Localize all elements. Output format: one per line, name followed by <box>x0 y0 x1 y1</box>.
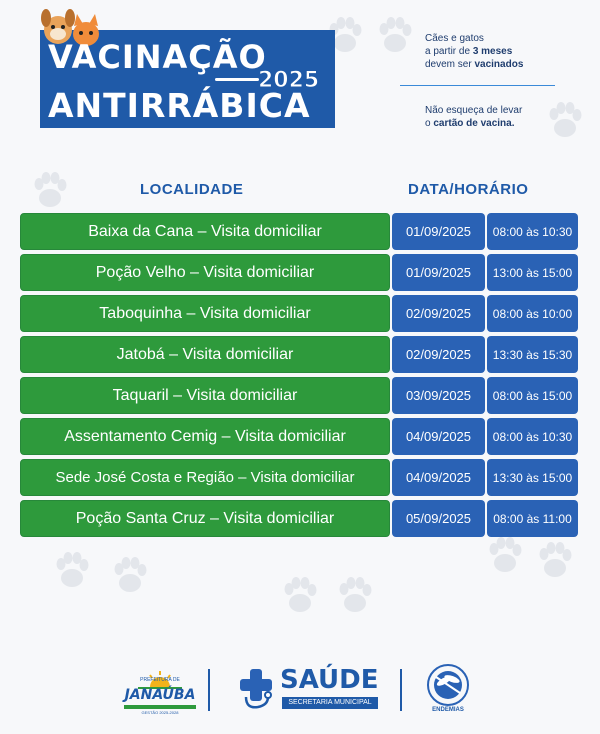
paw-icon <box>490 537 522 572</box>
column-header-location: LOCALIDADE <box>140 181 244 198</box>
title-swoosh <box>215 78 259 81</box>
schedule-row <box>20 500 580 537</box>
endemias-label: ENDEMIAS <box>432 707 464 713</box>
time-cell: 08:00 às 10:30 <box>487 418 578 455</box>
schedule-row <box>20 295 580 332</box>
janauba-logo-text: JANAÚBA <box>124 687 196 703</box>
paw-icon <box>285 577 317 612</box>
title-vacinacao: VACINAÇÃO <box>48 38 267 76</box>
date-cell: 04/09/2025 <box>392 459 485 496</box>
location-cell: Baixa da Cana – Visita domiciliar <box>20 213 390 250</box>
location-cell: Taquaril – Visita domiciliar <box>20 377 390 414</box>
paw-icon <box>57 552 89 587</box>
footer-separator <box>400 669 402 711</box>
location-cell: Jatobá – Visita domiciliar <box>20 336 390 373</box>
location-cell: Assentamento Cemig – Visita domiciliar <box>20 418 390 455</box>
eligibility-info <box>425 32 565 71</box>
paw-icon <box>115 557 147 592</box>
date-cell: 01/09/2025 <box>392 254 485 291</box>
paw-icon <box>35 172 67 207</box>
column-header-datetime: DATA/HORÁRIO <box>408 181 529 198</box>
date-cell: 01/09/2025 <box>392 213 485 250</box>
info-line2: a partir de 3 meses <box>425 46 513 57</box>
mosquito-endemias-icon <box>422 663 474 707</box>
janauba-bar <box>124 705 196 709</box>
date-cell: 05/09/2025 <box>392 500 485 537</box>
saude-logo-text: SAÚDE <box>280 665 379 695</box>
info-line1: Cães e gatos <box>425 33 484 44</box>
date-cell: 03/09/2025 <box>392 377 485 414</box>
time-cell: 13:30 às 15:00 <box>487 459 578 496</box>
schedule-row <box>20 418 580 455</box>
time-cell: 08:00 às 15:00 <box>487 377 578 414</box>
info-line3: devem ser vacinados <box>425 59 524 70</box>
janauba-prefix: PREFEITURA DE <box>140 677 180 683</box>
time-cell: 08:00 às 11:00 <box>487 500 578 537</box>
location-cell: Poção Velho – Visita domiciliar <box>20 254 390 291</box>
footer-separator <box>208 669 210 711</box>
time-cell: 13:30 às 15:30 <box>487 336 578 373</box>
info-divider <box>400 85 555 86</box>
schedule-row <box>20 377 580 414</box>
saude-subtitle: SECRETARIA MUNICIPAL <box>282 697 378 709</box>
title-year: 2025 <box>258 68 320 93</box>
date-cell: 02/09/2025 <box>392 336 485 373</box>
time-cell: 08:00 às 10:00 <box>487 295 578 332</box>
reminder-line2: o cartão de vacina. <box>425 118 515 129</box>
reminder-line1: Não esqueça de levar <box>425 105 523 116</box>
paw-icon <box>540 542 572 577</box>
schedule-row <box>20 459 580 496</box>
schedule-row <box>20 336 580 373</box>
health-cross-icon <box>238 667 276 711</box>
schedule-row <box>20 254 580 291</box>
date-cell: 04/09/2025 <box>392 418 485 455</box>
title-antirrabica: ANTIRRÁBICA <box>48 86 311 125</box>
location-cell: Sede José Costa e Região – Visita domiciliar <box>20 459 390 496</box>
date-cell: 02/09/2025 <box>392 295 485 332</box>
footer-logos <box>0 655 600 725</box>
schedule-row <box>20 213 580 250</box>
location-cell: Taboquinha – Visita domiciliar <box>20 295 390 332</box>
location-cell: Poção Santa Cruz – Visita domiciliar <box>20 500 390 537</box>
reminder-info <box>425 104 565 130</box>
paw-icon <box>380 17 412 52</box>
janauba-gestao: GESTÃO 2025-2028 <box>141 710 179 715</box>
paw-icon <box>340 577 372 612</box>
time-cell: 08:00 às 10:30 <box>487 213 578 250</box>
time-cell: 13:00 às 15:00 <box>487 254 578 291</box>
